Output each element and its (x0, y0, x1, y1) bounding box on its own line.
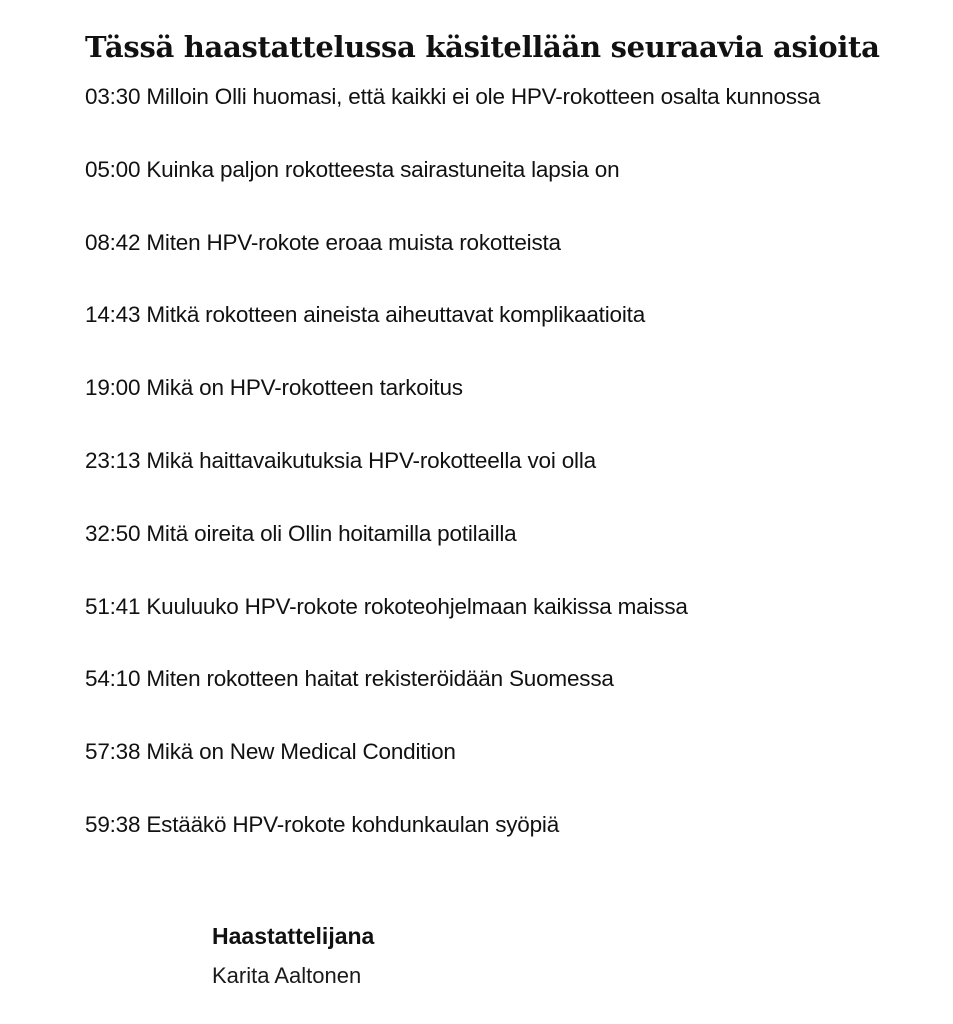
chapter-item (85, 370, 820, 443)
chapter-item (85, 589, 820, 662)
chapter-topic: Milloin Olli huomasi, että kaikki ei ole HPV-rokotteen osalta kunnossa (146, 84, 821, 109)
chapter-topic: Kuuluuko HPV-rokote rokoteohjelmaan kaikissa maissa (146, 593, 688, 619)
chapter-item (85, 152, 820, 225)
chapter-topic: Kuinka paljon rokotteesta sairastuneita lapsia on (146, 156, 620, 182)
chapter-timestamp: 14:43 (85, 302, 141, 328)
chapter-item (85, 516, 820, 589)
interviewer-block (212, 918, 374, 992)
chapter-timestamp: 23:13 (85, 447, 141, 473)
chapter-timestamp: 57:38 (85, 739, 141, 765)
page-title: Tässä haastattelussa käsitellään seuraavia asioita (85, 30, 880, 64)
chapter-topic: Miten HPV-rokote eroaa muista rokotteista (146, 229, 561, 255)
chapter-topic: Mikä on New Medical Condition (146, 739, 456, 765)
chapter-item (85, 734, 820, 807)
chapter-item (85, 225, 820, 298)
chapter-topic: Mikä on HPV-rokotteen tarkoitus (146, 375, 463, 401)
chapter-item (85, 807, 820, 880)
chapter-item (85, 297, 820, 370)
chapter-topic: Mikä haittavaikutuksia HPV-rokotteella voi olla (146, 447, 596, 473)
chapter-topic: Estääkö HPV-rokote kohdunkaulan syöpiä (146, 811, 560, 837)
chapter-timestamp: 03:30 (85, 84, 141, 109)
chapter-timestamp: 54:10 (85, 666, 141, 692)
chapter-timestamp: 59:38 (85, 811, 141, 837)
chapter-timestamp: 05:00 (85, 156, 141, 182)
chapter-timestamp: 08:42 (85, 229, 141, 255)
chapter-timestamp: 19:00 (85, 375, 141, 401)
chapter-timestamp: 32:50 (85, 520, 141, 546)
chapter-topic: Miten rokotteen haitat rekisteröidään Suomessa (146, 666, 614, 692)
interviewer-heading: Haastattelijana (212, 923, 375, 949)
chapter-item (85, 443, 820, 516)
chapter-timestamp: 51:41 (85, 593, 141, 619)
chapter-list (85, 79, 820, 880)
chapter-item (85, 79, 820, 152)
chapter-topic: Mitkä rokotteen aineista aiheuttavat komplikaatioita (146, 302, 646, 328)
chapter-topic: Mitä oireita oli Ollin hoitamilla potilailla (146, 520, 517, 546)
chapter-item (85, 661, 820, 734)
interviewer-name: Karita Aaltonen (212, 963, 362, 988)
